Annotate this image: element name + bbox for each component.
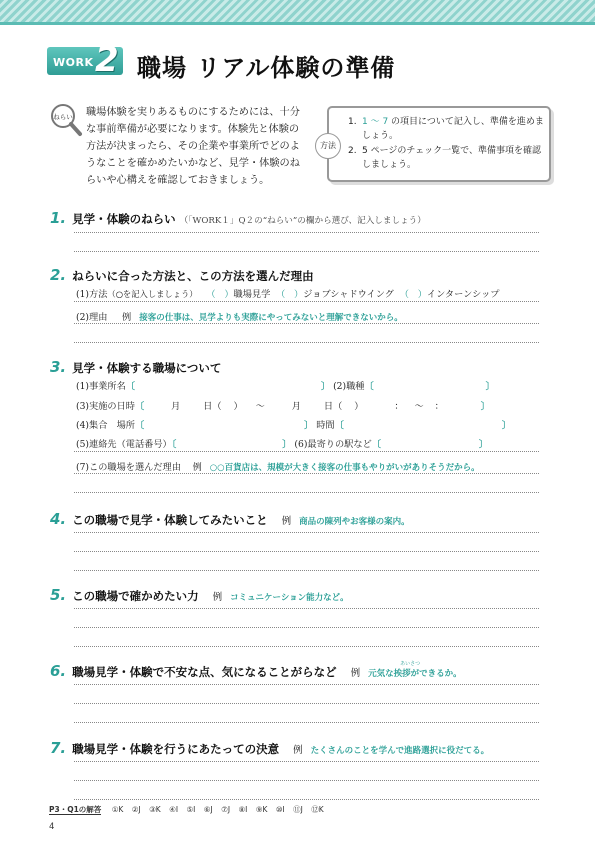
- answer-line[interactable]: [74, 323, 539, 324]
- page-number: 4: [49, 822, 55, 832]
- top-decorative-band: [0, 0, 595, 22]
- choice-box[interactable]: （ ）: [206, 289, 234, 300]
- answer-line[interactable]: [74, 684, 539, 685]
- section-2-title: 2. ねらいに合った方法と、この方法を選んだ理由: [50, 266, 314, 284]
- answer-line[interactable]: [74, 492, 539, 493]
- answer-line[interactable]: [74, 646, 539, 647]
- answer-line[interactable]: [74, 570, 539, 571]
- intro-text: 職場体験を実りあるものにするためには、十分な事前準備が必要になります。体験先と体験の方法が決まったら、その企業や事業所でどのようなことを確かめたいかなど、見学・体験のねらいや心構えを確認しておきましょう。: [86, 107, 300, 186]
- answer-line[interactable]: [74, 703, 539, 704]
- answer-line[interactable]: [74, 532, 539, 533]
- section-1-title: 1. 見学・体験のねらい （「WORK１」Q２の“ねらい”の欄から選び、記入しましょう）: [50, 209, 426, 227]
- section-5-title: 5. この職場で確かめたい力 例 コミュニケーション能力など。: [50, 586, 349, 604]
- answer-item: ②J: [131, 805, 141, 814]
- answer-line[interactable]: [74, 608, 539, 609]
- time-field[interactable]: 〔 〕: [334, 420, 511, 431]
- answer-line[interactable]: [74, 780, 539, 781]
- answer-item: ⑥J: [203, 805, 213, 814]
- contact-field[interactable]: 〔 〕: [171, 439, 292, 450]
- answer-line[interactable]: [74, 761, 539, 762]
- method-item: 2. 5 ページのチェック一覧で、準備事項を確認しましょう。: [348, 146, 541, 170]
- section-7-title: 7. 職場見学・体験を行うにあたっての決意 例 たくさんのことを学んで進路選択に役だてる。: [50, 739, 490, 757]
- section-3-title: 3. 見学・体験する職場について: [50, 358, 222, 376]
- date-field[interactable]: 〔: [134, 401, 145, 412]
- page-title: 職場 リアル体験の準備: [137, 54, 396, 82]
- section-6-title: 6. 職場見学・体験で不安な点、気になることがらなど 例 元気な挨拶ができるか。 あいさつ: [50, 661, 462, 680]
- answer-line[interactable]: [74, 251, 539, 252]
- section-4-title: 4. この職場で見学・体験してみたいこと 例 商品の陳列やお客様の案内。: [50, 510, 410, 528]
- company-field[interactable]: 〔 〕: [125, 381, 331, 392]
- answer-item: ⑪J: [293, 805, 303, 814]
- company-row: (1)事業所名〔 〕 (2)職種〔 〕: [76, 381, 495, 392]
- work-badge: [47, 37, 127, 83]
- answer-line: [74, 301, 539, 302]
- ruby-text: あいさつ: [400, 661, 421, 667]
- answer-line[interactable]: [74, 473, 539, 474]
- select-reason-row: (7)この職場を選んだ理由 例 ○○百貨店は、規模が大きく接客の仕事もやりがいがありそうだから。: [76, 462, 480, 473]
- answer-line[interactable]: [74, 627, 539, 628]
- answer-line[interactable]: [74, 722, 539, 723]
- answer-item: ③K: [149, 805, 161, 814]
- station-field[interactable]: 〔 〕: [371, 439, 489, 450]
- answer-item: ⑧I: [238, 805, 248, 814]
- intro-icon-label: ねらい: [53, 113, 73, 121]
- meeting-row: (4)集合 場所〔 〕 時間〔 〕: [76, 420, 511, 431]
- method-icon: 方法: [315, 133, 341, 159]
- choice-box[interactable]: （ ）: [276, 289, 304, 300]
- answer-item: ⑦J: [221, 805, 231, 814]
- answer-item: ⑨K: [255, 805, 268, 814]
- date-row: (3)実施の日時〔 月 日（ ） 〜 月 日（ ） ： 〜 ： 〕: [76, 401, 490, 412]
- reason-row: (2)理由 例 接客の仕事は、見学よりも実際にやってみないと理解できないから。: [76, 312, 403, 323]
- answer-line[interactable]: [74, 342, 539, 343]
- answer-line: [74, 451, 539, 452]
- answer-key: P3・Q1の解答 ①K ②J ③K ④I ⑤I ⑥J ⑦J ⑧I ⑨K ⑩I ⑪J ⑫K: [49, 805, 324, 814]
- place-field[interactable]: 〔 〕: [134, 420, 314, 431]
- method-list: [348, 116, 546, 174]
- work-number: 2: [95, 40, 119, 80]
- method-item: 1. 1 〜 7 の項目について記入し、準備を進めましょう。: [348, 117, 544, 141]
- answer-line[interactable]: [74, 232, 539, 233]
- industry-field[interactable]: 〔 〕: [364, 381, 495, 392]
- method-choice-row: (1)方法（○を記入しましょう） （ ）職場見学 （ ）ジョブシャドウイング （ ）インターンシップ: [76, 289, 500, 300]
- work-label: WORK: [53, 56, 94, 69]
- magnifier-icon: [49, 103, 83, 137]
- answer-item: ⑫K: [311, 805, 324, 814]
- answer-item: ④I: [169, 805, 179, 814]
- contact-row: (5)連絡先（電話番号）〔 〕 (6)最寄りの駅など〔 〕: [76, 439, 489, 450]
- answer-item: ①K: [111, 805, 124, 814]
- answer-line[interactable]: [74, 551, 539, 552]
- answer-line[interactable]: [74, 799, 539, 800]
- choice-box[interactable]: （ ）: [399, 289, 427, 300]
- answer-item: ⑤I: [186, 805, 196, 814]
- answer-item: ⑩I: [275, 805, 285, 814]
